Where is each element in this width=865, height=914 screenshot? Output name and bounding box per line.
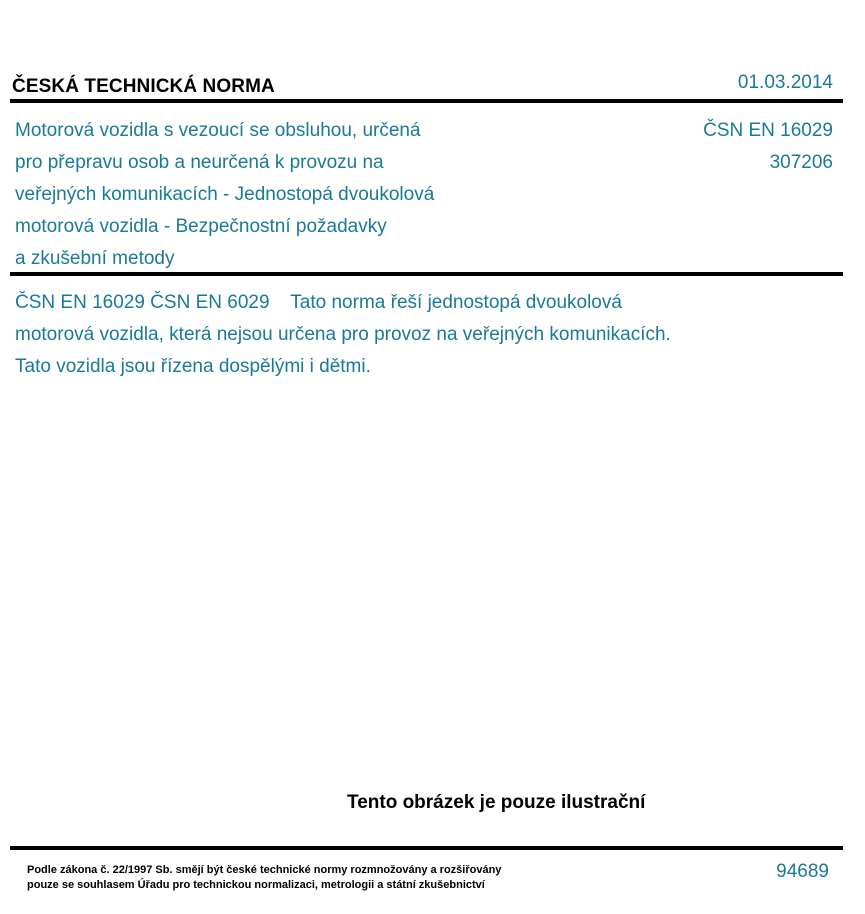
standard-title-line: veřejných komunikacích - Jednostopá dvoukolová (15, 184, 435, 205)
illustrative-note: Tento obrázek je pouze ilustrační (347, 792, 646, 813)
header-divider (10, 99, 843, 103)
copyright-line: Podle zákona č. 22/1997 Sb. smějí být české technické normy rozmnožovány a rozšiřovány (27, 864, 502, 876)
standard-title (15, 115, 535, 275)
abstract-line: ČSN EN 16029 ČSN EN 6029 Tato norma řeší jednostopá dvoukolová (15, 292, 622, 313)
class-number: 307206 (769, 152, 833, 173)
copyright-notice (27, 863, 501, 893)
footer-divider (10, 846, 843, 850)
standard-title-line: motorová vozidla - Bezpečnostní požadavky (15, 216, 387, 237)
document-type-heading: ČESKÁ TECHNICKÁ NORMA (12, 76, 275, 97)
standard-identifiers (703, 115, 833, 179)
abstract (15, 287, 835, 383)
publication-date: 01.03.2014 (737, 72, 833, 93)
standard-code: ČSN EN 16029 (703, 120, 833, 141)
standard-title-line: a zkušební metody (15, 248, 175, 269)
document-number: 94689 (776, 861, 829, 882)
abstract-line: motorová vozidla, která nejsou určena pro provoz na veřejných komunikacích. (15, 324, 671, 345)
copyright-line: pouze se souhlasem Úřadu pro technickou normalizaci, metrologii a státní zkušebnictví (27, 879, 485, 891)
abstract-line: Tato vozidla jsou řízena dospělými i dětmi. (15, 356, 371, 377)
title-divider (10, 272, 843, 276)
standard-title-line: Motorová vozidla s vezoucí se obsluhou, určená (15, 120, 421, 141)
standard-title-line: pro přepravu osob a neurčená k provozu na (15, 152, 384, 173)
